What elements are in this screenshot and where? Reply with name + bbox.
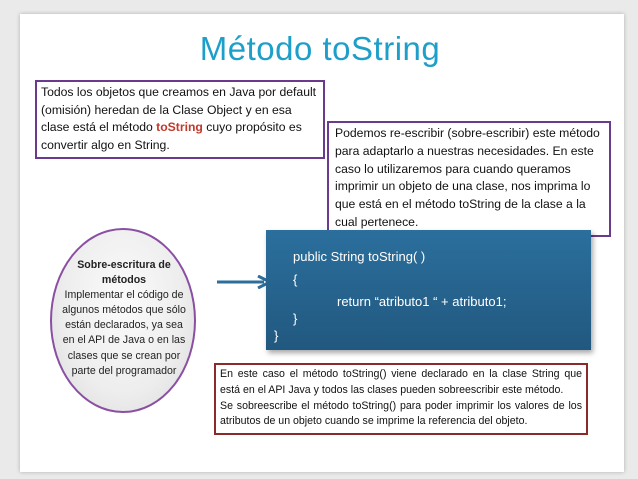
note-paragraph-2: Se sobreescribe el método toString() para poder imprimir los valores de los atributos de un objeto cuando se imprime la referencia del objeto. — [220, 399, 582, 428]
code-line-return: return “atributo1 “ + atributo1; — [337, 294, 507, 309]
note-paragraph-1: En este caso el método toString() viene declarado en la clase String que está en el API Java y todos las clases pueden sobreescribir este método. — [220, 368, 582, 396]
intro-box — [35, 80, 325, 159]
circle-body: Implementar el código de algunos métodos que sólo están declarados, ya sea en el API de Java o en las clases que se crean por parte del programador — [62, 289, 186, 377]
rewrite-box: Podemos re-escribir (sobre-escribir) este método para adaptarlo a nuestras necesidades. En este caso lo utilizaremos para cuando queramos imprimir un objeto de una clase, nos imprima lo que está en el método toString de la clase a la cual pertenece. — [327, 121, 611, 237]
slide-title: Método toString — [199, 30, 441, 67]
tostring-highlight: toString — [156, 120, 203, 134]
intro-text: Todos los objetos que creamos en Java por default (omisión) heredan de la Clase Object y en esa clase está el método — [41, 85, 317, 134]
code-line-class-close: } — [274, 328, 279, 343]
circle-content — [62, 258, 186, 379]
code-line-close-brace: } — [293, 311, 298, 326]
code-line-signature: public String toString( ) — [293, 249, 426, 264]
intro-text-end: cuyo propósito es convertir algo en String. — [41, 120, 302, 152]
code-line-open-brace: { — [293, 272, 298, 287]
note-box — [214, 363, 588, 435]
code-block — [266, 230, 591, 350]
circle-title: Sobre-escritura de métodos — [77, 259, 171, 287]
